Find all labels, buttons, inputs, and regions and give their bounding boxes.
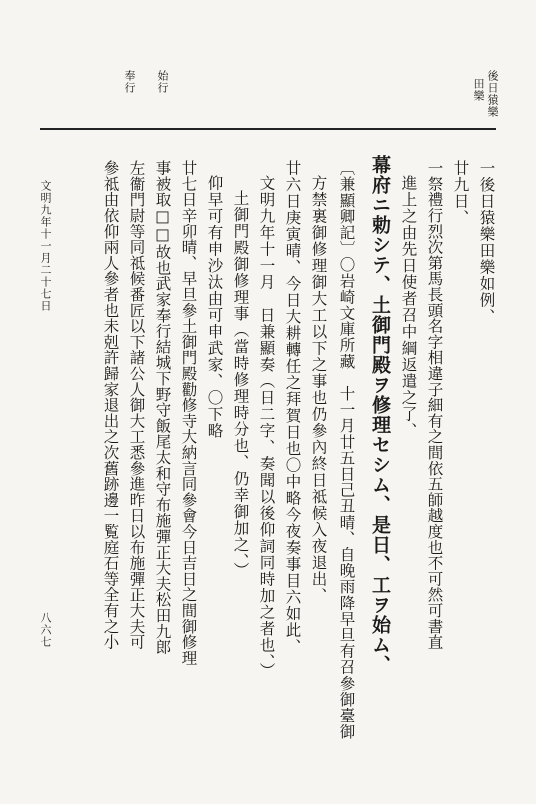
section-heading: 幕府ニ勅シテ、土御門殿ヲ修理セシム、是日、工ヲ始ム、 (369, 155, 391, 675)
text-column-9: 土御門殿御修理事（當時修理時分也、仍幸御加之、） (231, 190, 250, 579)
text-column-14: 參祗由依仰兩人參者也未剋許歸家退出之次舊跡邊一覧庭石等全有之小 (101, 160, 120, 650)
text-column-1: 一後日猿樂田樂如例、 (477, 160, 496, 325)
page-number: 八六七 (39, 612, 52, 648)
text-column-10: 仰早可有申沙汰由可申武家、〇下略 (205, 175, 224, 439)
text-column-13: 左衞門尉等同祗候番匠以下諸公人御大工悉參進昨日以布施彈正大夫可 (127, 160, 146, 650)
text-column-11: 廿七日辛卯晴、早旦參土御門殿勸修寺大納言同參會今日吉日之間御修理 (179, 160, 198, 666)
header-label-shigyo: 始行 (156, 70, 169, 94)
header-title-line-2: 田樂 (472, 78, 485, 102)
text-column-4: 進上之由先日使者召中綱返遣之了、 (399, 175, 418, 439)
text-column-source: 〔兼顯卿記〕〇岩崎文庫所藏 十一月廿五日己丑晴、自晚雨降早旦有召參御臺御 (337, 160, 356, 740)
text-column-3: 一祭禮行烈次第馬長頭名字相違子細有之間依五師越度也不可然可書直 (425, 160, 444, 650)
header-rule (40, 128, 496, 130)
text-column-12: 事被取□□故也武家奉行結城下野守飯尾太和守布施彈正大夫松田九郎 (153, 160, 172, 655)
text-column-7: 廿六日庚寅晴、今日大耕轉任之拜賀日也〇中略今夜奏事目六如此、 (283, 160, 302, 655)
header-title-line-1: 後日猿樂 (486, 70, 499, 118)
text-column-8: 文明九年十一月 日兼顯奏（日二字、奏聞以後仰詞同時加之者也、） (257, 175, 276, 679)
header-label-bugyo: 奉行 (123, 70, 136, 94)
text-column-2: 廿九日、 (451, 160, 470, 226)
running-date: 文明九年十一月二十七日 (39, 180, 52, 312)
text-column-6: 方禁裏御修理御大工以下之事也仍參內終日祗候入夜退出、 (309, 175, 328, 604)
